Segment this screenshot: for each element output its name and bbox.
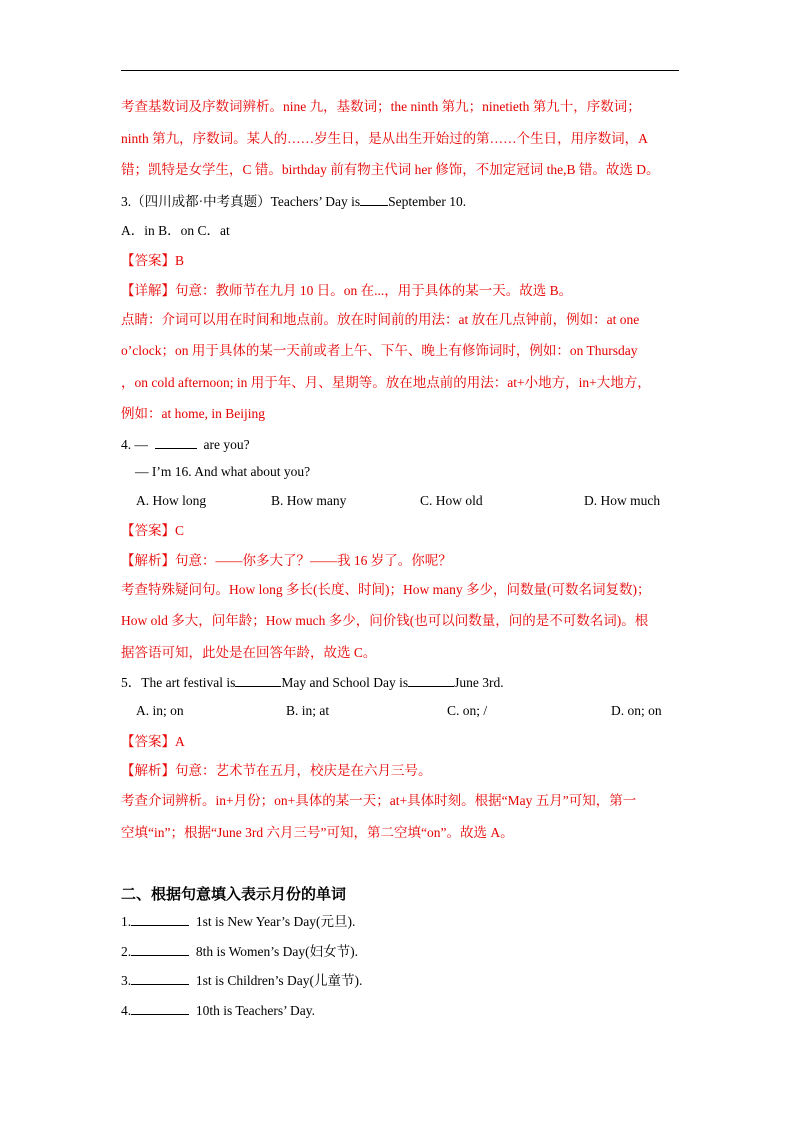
q3-blank [360, 192, 388, 206]
q5-blank-2 [408, 673, 454, 687]
item-3-text: 1st is Children’s Day(儿童节). [195, 973, 363, 988]
q3-stem [121, 192, 466, 211]
item-2-number: 2. [121, 944, 132, 959]
item-1-number: 1. [121, 914, 132, 929]
q5-stem-a: 5．The art festival is [121, 675, 236, 690]
q3-tip-line-2: o’clock；on 用于具体的某一天前或者上午、下午、晚上有修饰词时，例如：on Thursday [121, 343, 638, 358]
q5-option-c: C. on; / [447, 703, 488, 718]
q3-options: A．in B．on C．at [121, 223, 230, 238]
item-4-number: 4. [121, 1003, 132, 1018]
q4-reply: — I’m 16. And what about you? [135, 464, 311, 479]
prev-explanation-line-3: 错；凯特是女学生，C 错。birthday 前有物主代词 her 修饰，不加定冠词 the,B 错。故选 D。 [121, 162, 660, 177]
q4-option-d: D. How much [584, 493, 661, 508]
q4-stem-post: are you? [203, 437, 250, 452]
q3-tip-line-3: ，on cold afternoon; in 用于年、月、星期等。放在地点前的用法：at+小地方，in+大地方， [121, 375, 651, 390]
section-2-heading: 二、根据句意填入表示月份的单词 [121, 885, 347, 903]
q5-analysis: 【解析】句意：艺术节在五月，校庆是在六月三号。 [121, 763, 432, 778]
q3-answer: 【答案】B [121, 253, 185, 268]
prev-explanation-line-1: 考查基数词及序数词辨析。nine 九，基数词；the ninth 第九；ninetieth 第九十，序数词； [121, 99, 641, 114]
q4-option-b: B. How many [271, 493, 347, 508]
item-2-text: 8th is Women’s Day(妇女节). [195, 944, 359, 959]
q5-stem [121, 673, 504, 692]
header-rule [121, 70, 679, 71]
item-4-blank [131, 1001, 189, 1015]
q5-option-b: B. in; at [286, 703, 330, 718]
q3-detail: 【详解】句意：教师节在九月 10 日。on 在...，用于具体的某一天。故选 B。 [121, 283, 573, 298]
q4-option-a: A. How long [136, 493, 207, 508]
q5-stem-c: June 3rd. [454, 675, 504, 690]
section-2-item-4 [121, 1001, 315, 1020]
q4-stem [121, 435, 250, 454]
section-2-item-2 [121, 942, 358, 961]
q5-option-a: A. in; on [136, 703, 184, 718]
q4-stem-pre: 4. — [121, 437, 148, 452]
item-1-text: 1st is New Year’s Day(元旦). [195, 914, 356, 929]
q5-explanation-line-1: 考查介词辨析。in+月份；on+具体的某一天；at+具体时刻。根据“May 五月”可知，第一 [121, 793, 637, 808]
q5-blank-1 [235, 673, 281, 687]
q3-stem-post: September 10. [388, 194, 467, 209]
q4-option-c: C. How old [420, 493, 483, 508]
q5-option-d: D. on; on [611, 703, 662, 718]
section-2-item-3 [121, 971, 362, 990]
q4-explanation-line-1: 考查特殊疑问句。How long 多长(长度、时间)；How many 多少，问数量(可数名词复数)； [121, 582, 651, 597]
q5-answer: 【答案】A [121, 734, 185, 749]
q4-answer: 【答案】C [121, 523, 185, 538]
q5-stem-b: May and School Day is [281, 675, 409, 690]
section-2-item-1 [121, 912, 355, 931]
q4-blank [155, 435, 197, 449]
q4-analysis: 【解析】句意：——你多大了？——我 16 岁了。你呢？ [121, 553, 452, 568]
item-3-blank [131, 971, 189, 985]
prev-explanation-line-2: ninth 第九，序数词。某人的……岁生日，是从出生开始过的第……个生日，用序数词，A [121, 131, 648, 146]
q4-explanation-line-2: How old 多大，问年龄；How much 多少，问价钱(也可以问数量，问的是不可数名词)。根 [121, 613, 649, 628]
q3-tip-line-1: 点睛：介词可以用在时间和地点前。放在时间前的用法：at 放在几点钟前，例如：at one [121, 312, 640, 327]
item-2-blank [131, 942, 189, 956]
item-1-blank [131, 912, 189, 926]
q4-explanation-line-3: 据答语可知，此处是在回答年龄，故选 C。 [121, 645, 377, 660]
item-4-text: 10th is Teachers’ Day. [195, 1003, 316, 1018]
q3-stem-pre: 3.（四川成都·中考真题）Teachers’ Day is [121, 194, 361, 209]
q3-tip-line-4: 例如：at home, in Beijing [121, 406, 265, 421]
item-3-number: 3. [121, 973, 132, 988]
q5-explanation-line-2: 空填“in”；根据“June 3rd 六月三号”可知，第二空填“on”。故选 A。 [121, 825, 514, 840]
